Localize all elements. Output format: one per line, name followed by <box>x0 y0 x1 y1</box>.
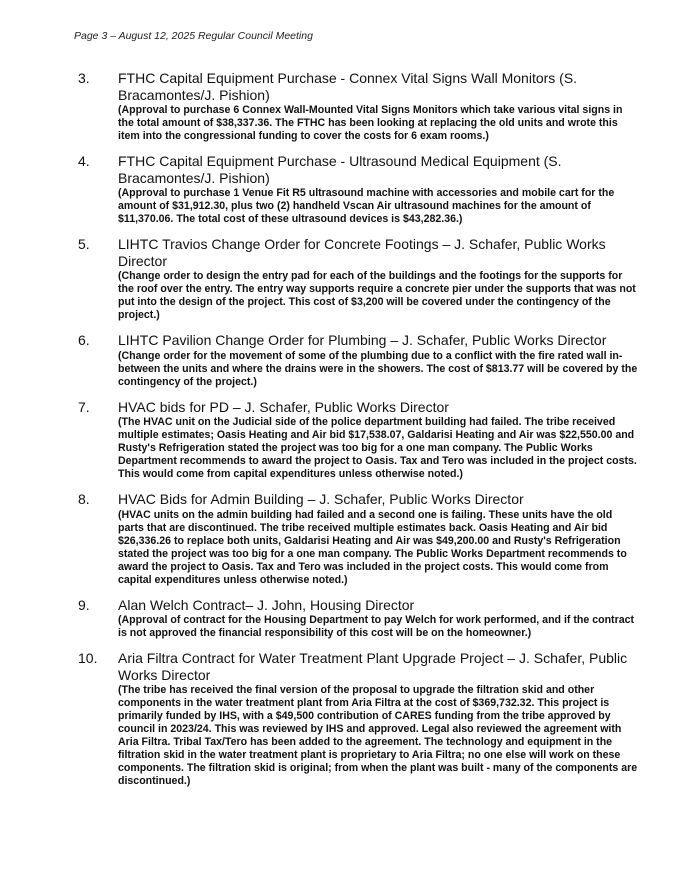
item-title: Aria Filtra Contract for Water Treatment Plant Upgrade Project – J. Schafer, Public Works Director <box>118 650 628 683</box>
item-title: LIHTC Travios Change Order for Concrete Footings – J. Schafer, Public Works Director <box>118 236 606 269</box>
item-description: (Change order for the movement of some of the plumbing due to a conflict with the fire rated wall in-between the units and where the drains were in the showers. The cost of $813.77 will be covered by the contingency of the project.) <box>118 349 638 388</box>
item-description: (Approval of contract for the Housing Department to pay Welch for work performed, and if the contract is not approved the financial responsibility of this cost will be on the homeowner.) <box>118 614 635 639</box>
item-content <box>118 491 638 587</box>
agenda-item <box>78 650 638 788</box>
item-description: (The HVAC unit on the Judicial side of the police department building had failed. The tribe received multiple estimates; Oasis Heating and Air bid $17,538.07, Galdarisi Heating and Air was $22,550.00 and Rusty's Refrigeration stated the project was too big for a one man company. The Public Works Department recommends to award the project to Oasis. Tax and Tero was included in the project costs. This would come from capital expenditures unless otherwise noted.) <box>118 416 637 480</box>
item-number: 9. <box>78 596 90 613</box>
item-description: (Change order to design the entry pad for each of the buildings and the footings for the supports for the roof over the entry. The entry way supports require a concrete pier under the supports that was not put into the design of the project. This cost of $3,200 will be covered under the contingency of the project.) <box>118 270 636 321</box>
item-content <box>118 236 638 322</box>
item-content <box>118 650 638 788</box>
agenda-items <box>78 70 638 798</box>
item-description: (Approval to purchase 1 Venue Fit R5 ultrasound machine with accessories and mobile cart for the amount of $31,912.30, plus two (2) handheld Vscan Air ultrasound machines for the amount of $11,370.06. The total cost of these ultrasound devices is $43,282.36.) <box>118 187 615 225</box>
item-title: Alan Welch Contract– J. John, Housing Director <box>118 596 415 613</box>
item-number: 5. <box>78 236 90 252</box>
item-content <box>118 153 638 226</box>
item-title: LIHTC Pavilion Change Order for Plumbing – J. Schafer, Public Works Director <box>118 332 607 348</box>
item-number: 3. <box>78 70 90 86</box>
item-description: (HVAC units on the admin building had failed and a second one is failing. These units have the old parts that are discontinued. The tribe received multiple estimates back. Oasis Heating and Air bid $26,336.26 to replace both units, Galdarisi Heating and Air was $49,200.00 and Rusty's Refrigeration stated the project was too big for a one man company. The Public Works Department recommends to award the project to Oasis. Tax and Tero was included in the project costs. This would come from capital expenditures unless otherwise noted.) <box>118 508 627 586</box>
item-description: (The tribe has received the final version of the proposal to upgrade the filtration skid and other components in the water treatment plant from Aria Filtra at the cost of $369,732.32. This project is primarily funded by IHS, with a $49,500 contribution of CARES funding from the tribe approved by council in 2023/24. This was reviewed by IHS and approved. Legal also reviewed the agreement with Aria Filtra. Tribal Tax/Tero has been added to the agreement. The technology and equipment in the filtration skid in the water treatment plant is proprietary to Aria Filtra; no one else will work on these components. The filtration skid is original; from when the plant was built - many of the components are discontinued.) <box>118 684 638 787</box>
item-title: FTHC Capital Equipment Purchase - Ultrasound Medical Equipment (S. Bracamontes/J. Pishion) <box>118 153 562 186</box>
agenda-item <box>78 597 638 641</box>
item-number: 7. <box>78 398 90 415</box>
item-content <box>118 597 638 641</box>
item-title: HVAC Bids for Admin Building – J. Schafer, Public Works Director <box>118 491 524 507</box>
item-number: 6. <box>78 332 90 348</box>
item-description: (Approval to purchase 6 Connex Wall-Mounted Vital Signs Monitors which take various vital signs in the total amount of $38,337.36. The FTHC has been looking at replacing the old units and wrote this item into the congressional funding to cover the costs for 6 exam rooms.) <box>118 104 623 142</box>
agenda-item <box>78 153 638 226</box>
agenda-item <box>78 236 638 322</box>
item-title: FTHC Capital Equipment Purchase - Connex Vital Signs Wall Monitors (S. Bracamontes/J. Pishion) <box>118 70 578 103</box>
agenda-item <box>78 399 638 482</box>
item-number: 8. <box>78 491 90 507</box>
item-title: HVAC bids for PD – J. Schafer, Public Works Director <box>118 398 449 415</box>
agenda-item <box>78 70 638 143</box>
item-content <box>118 399 638 482</box>
item-content <box>118 70 638 143</box>
item-number: 10. <box>78 650 98 666</box>
item-content <box>118 332 638 389</box>
agenda-item <box>78 491 638 587</box>
page-header: Page 3 – August 12, 2025 Regular Council Meeting <box>74 30 313 42</box>
agenda-item <box>78 332 638 389</box>
item-number: 4. <box>78 153 90 169</box>
